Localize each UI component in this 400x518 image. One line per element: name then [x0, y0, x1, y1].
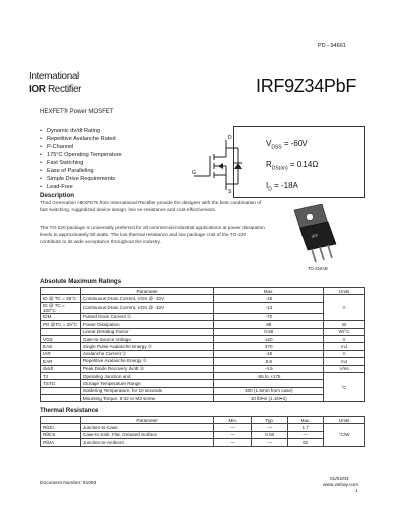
cell-min: — [214, 439, 252, 446]
table-row [41, 387, 365, 394]
mosfet-symbol-icon [190, 134, 250, 194]
cell-symbol: EAR [41, 358, 81, 365]
cell-symbol: RθCS [41, 431, 81, 438]
cell-min: — [214, 431, 252, 438]
feature-item: • 175°C Operating Temperature [40, 151, 122, 159]
cell-symbol [41, 395, 81, 402]
thermal-col-min: Min. [214, 417, 252, 424]
spec-id: $I_D = -18A$ [266, 181, 298, 193]
feature-item: • Repetitive Avalanche Rated [40, 135, 122, 143]
cell-parameter: Avalanche Current ① [80, 350, 214, 357]
table-row [41, 358, 365, 365]
cell-parameter: Mounting Torque, 6-32 or M3 screw [80, 395, 214, 402]
cell-parameter: Case-to-Sink, Flat, Greased Surface [80, 431, 214, 438]
table-row [41, 395, 365, 402]
cell-symbol: TJ [41, 372, 81, 379]
cell-parameter: Continuous Drain Current, VGS @ -10V [80, 295, 214, 302]
table-row [41, 365, 365, 372]
cell-parameter: Junction-to-Ambient [80, 439, 214, 446]
cell-units: V/ns [324, 365, 365, 372]
document-number: Document Number: 91093 [40, 481, 97, 486]
cell-units: V [324, 335, 365, 342]
cell-typ: — [252, 424, 288, 431]
cell-units: mJ [324, 343, 365, 350]
pd-number: PD - 94661 [318, 43, 346, 49]
cell-max: -55 to +175 [214, 372, 324, 379]
cell-symbol: TSTG [41, 380, 81, 387]
cell-parameter: Pulsed Drain Current ① [80, 313, 214, 320]
cell-max: 10 lbf•in (1.1N•m) [214, 395, 324, 402]
cell-symbol: PD @TC = 25°C [41, 321, 81, 328]
table-row [41, 295, 365, 302]
cell-units: mJ [324, 358, 365, 365]
cell-max [214, 380, 324, 387]
cell-units: °C/W [324, 424, 365, 446]
table-row [41, 313, 365, 320]
cell-max: -18 [214, 350, 324, 357]
cell-max: 88 [214, 321, 324, 328]
cell-max: — [288, 431, 324, 438]
cell-symbol [41, 328, 81, 335]
part-number-title: IRF9Z34PbF [256, 76, 357, 96]
description-paragraph-2: The TO-220 package is universally preferred for all commercial-industrial applications at power dissipation levels to approximately 50 watts. The low thermal resistance and low package cost of the TO-220 contribute to its wide acceptance throughout the industry. [40, 226, 265, 245]
thermal-header-row [41, 417, 365, 424]
cell-parameter: Gate-to-Source Voltage [80, 335, 214, 342]
cell-units: A [324, 295, 365, 321]
cell-max: -18 [214, 295, 324, 302]
footer-page-number: 1 [355, 489, 358, 494]
cell-parameter: Junction-to-Case [80, 424, 214, 431]
cell-parameter: Storage Temperature Range [80, 380, 214, 387]
cell-units: °C [324, 372, 365, 402]
table-row [41, 321, 365, 328]
cell-symbol: RθJA [41, 439, 81, 446]
table-row [41, 328, 365, 335]
cell-symbol: ID @ TC = 25°C [41, 295, 81, 302]
cell-parameter: Power Dissipation [80, 321, 214, 328]
spec-vdss: $V_{DSS} = -60V$ [266, 139, 308, 151]
table-row [41, 372, 365, 379]
cell-symbol: IDM [41, 313, 81, 320]
package-marking: IRF [311, 232, 319, 239]
cell-parameter: Single Pulse Avalanche Energy ② [80, 343, 214, 350]
abs-max-col-symbol [41, 288, 81, 295]
table-row [41, 343, 365, 350]
cell-symbol: RθJC [41, 424, 81, 431]
thermal-heading: Thermal Resistance [40, 407, 99, 414]
table-row [41, 424, 365, 431]
cell-max: -4.5 [214, 365, 324, 372]
cell-max: 8.8 [214, 358, 324, 365]
cell-max: ±20 [214, 335, 324, 342]
drain-label: D [228, 135, 232, 141]
table-row [41, 380, 365, 387]
thermal-col-parameter: Parameter [80, 417, 214, 424]
cell-symbol: VGS [41, 335, 81, 342]
feature-item: • Dynamic dv/dt Rating [40, 127, 122, 135]
abs-max-table [40, 287, 365, 402]
feature-item: • Fast Switching [40, 159, 122, 167]
cell-parameter: Repetitive Avalanche Energy ① [80, 358, 214, 365]
cell-symbol: EAS [41, 343, 81, 350]
thermal-col-typ: Typ. [252, 417, 288, 424]
abs-max-col-parameter: Parameter [80, 288, 214, 295]
cell-max: 370 [214, 343, 324, 350]
features-list [40, 127, 122, 191]
cell-max: -13 [214, 302, 324, 313]
table-row [41, 350, 365, 357]
key-specs-box [233, 126, 365, 198]
company-logo-line1: International [29, 71, 79, 82]
thermal-col-symbol [41, 417, 81, 424]
thermal-col-max: Max. [288, 417, 324, 424]
cell-units: A [324, 350, 365, 357]
table-row [41, 439, 365, 446]
cell-max: 62 [288, 439, 324, 446]
feature-item: • Simple Drive Requirements [40, 175, 122, 183]
table-row [41, 302, 365, 313]
logo-rectifier-text: Rectifier [47, 84, 82, 95]
cell-parameter: Peak Diode Recovery dv/dt ③ [80, 365, 214, 372]
cell-typ: — [252, 439, 288, 446]
abs-max-col-max: Max. [214, 288, 324, 295]
cell-max: 1.7 [288, 424, 324, 431]
thermal-col-units: Units [324, 417, 365, 424]
ior-logo-mark: IOR [29, 84, 46, 95]
cell-units: W/°C [324, 328, 365, 335]
cell-max: 300 (1.6mm from case) [214, 387, 324, 394]
cell-units: W [324, 321, 365, 328]
footer-date: 01/02/04 [330, 477, 349, 482]
table-row [41, 431, 365, 438]
cell-typ: 0.50 [252, 431, 288, 438]
to220-package-image [284, 204, 346, 264]
cell-parameter: Soldering Temperature, for 10 seconds [80, 387, 214, 394]
feature-item: • P-Channel [40, 143, 122, 151]
feature-item: • Lead-Free [40, 183, 122, 191]
cell-symbol [41, 387, 81, 394]
gate-label: G [192, 170, 196, 176]
cell-symbol: ID @ TC = 100°C [41, 302, 81, 313]
source-label: S [228, 189, 232, 194]
cell-parameter: Operating Junction and [80, 372, 214, 379]
product-subtitle: HEXFET® Power MOSFET [40, 109, 114, 115]
cell-max: -72 [214, 313, 324, 320]
package-caption: TO-220AB [308, 266, 328, 271]
table-row [41, 335, 365, 342]
description-paragraph-1: Third Generation HEXFETs from International Rectifier provide the designer with the best combination of fast switching, ruggedized device design, low on-resistance and cost-effectiveness. [40, 201, 262, 213]
spec-rds-on: $R_{DS(on)} = 0.14\Omega$ [266, 160, 319, 172]
abs-max-header-row [41, 288, 365, 295]
description-heading: Description [40, 192, 75, 199]
abs-max-col-units: Units [324, 288, 365, 295]
cell-parameter: Continuous Drain Current, VGS @ -10V [80, 302, 214, 313]
cell-max: 0.59 [214, 328, 324, 335]
cell-symbol: IAR [41, 350, 81, 357]
thermal-table [40, 416, 365, 447]
cell-symbol: dv/dt [41, 365, 81, 372]
company-logo-line2 [29, 84, 81, 95]
footer-website: www.vishay.com [323, 483, 359, 488]
abs-max-heading: Absolute Maximum Ratings [40, 278, 122, 285]
cell-min: — [214, 424, 252, 431]
cell-parameter: Linear Derating Factor [80, 328, 214, 335]
feature-item: • Ease of Paralleling [40, 167, 122, 175]
